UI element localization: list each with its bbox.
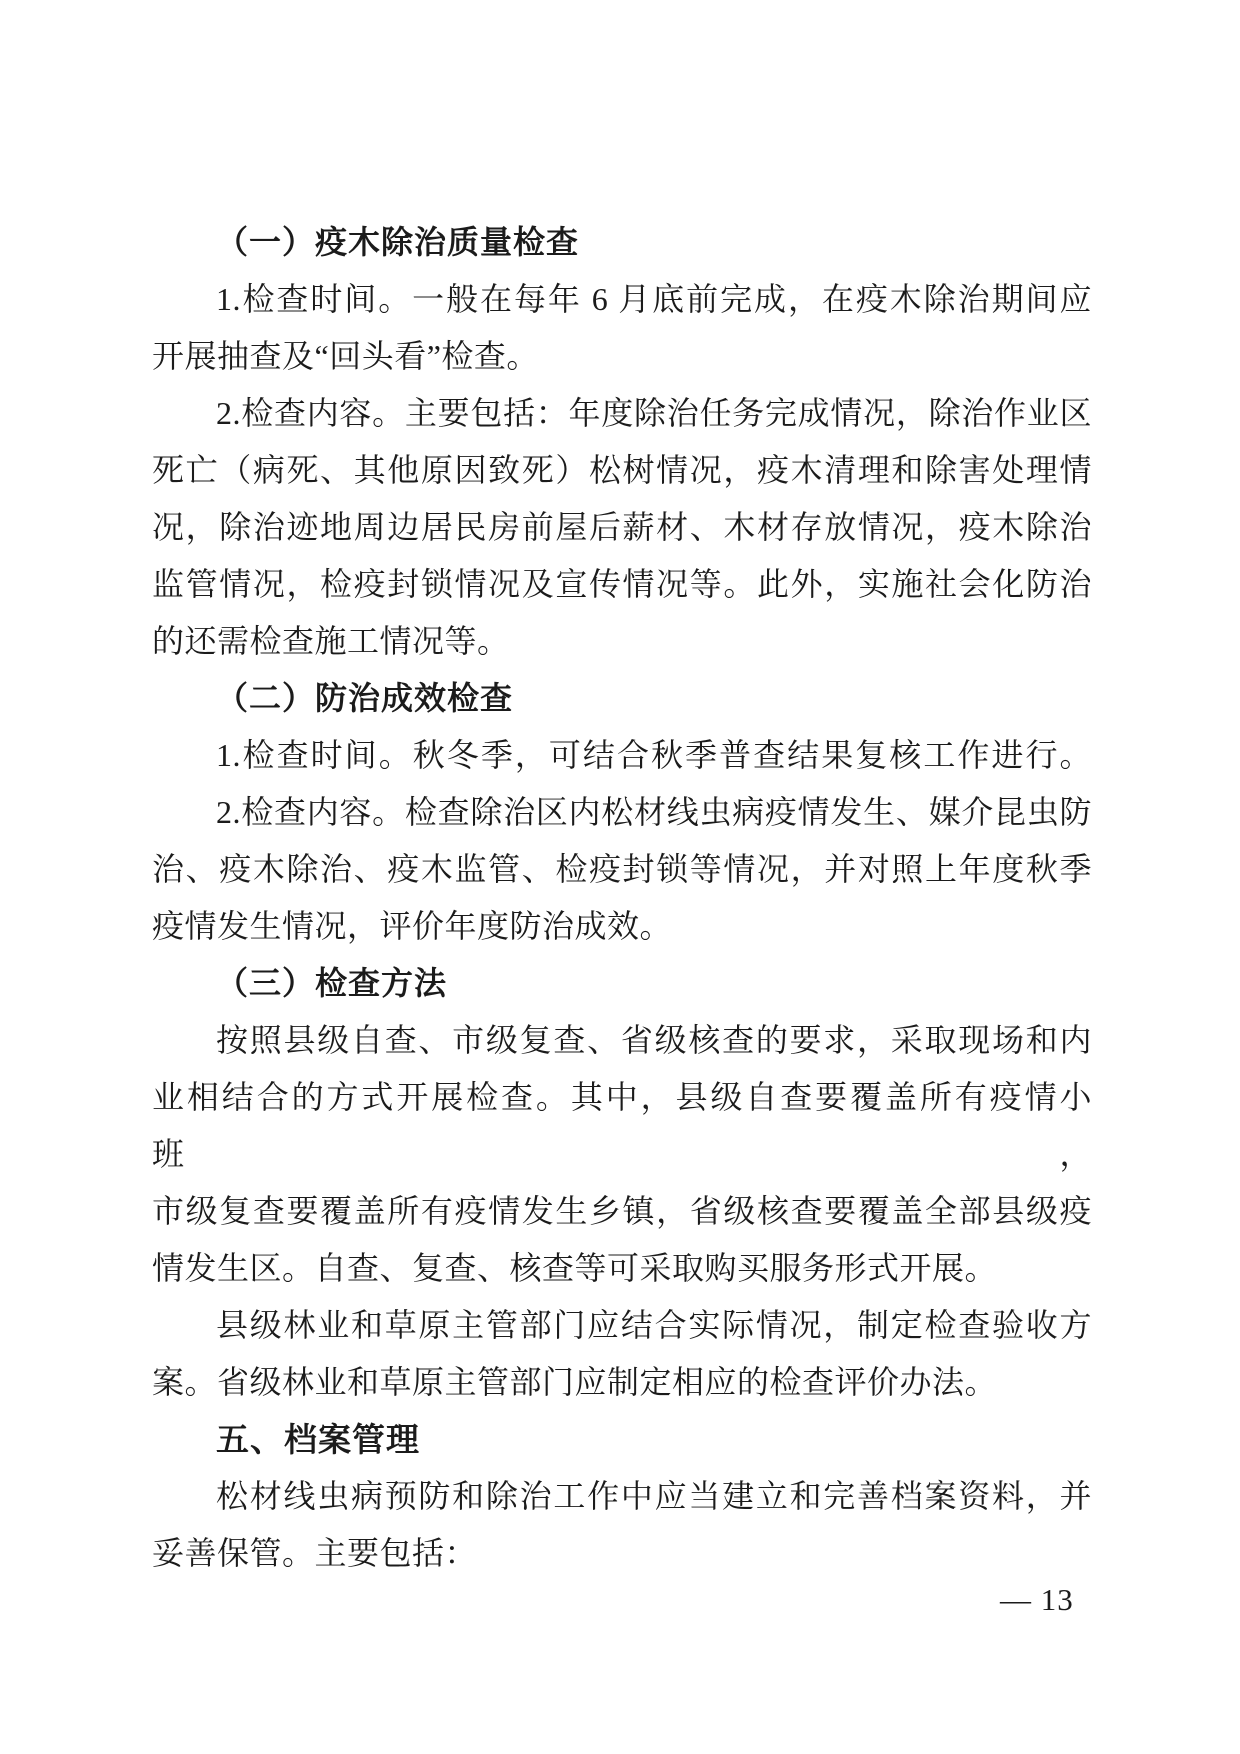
paragraph-inspection-time-2 [152,727,1092,784]
chapter-heading-archive-management [152,1411,1092,1468]
text-line: （二）防治成效检查 [216,680,514,716]
page-number: — 13 [1000,1582,1074,1617]
text-line: 业相结合的方式开展检查。其中，县级自查要覆盖所有疫情小班， [152,1079,1092,1172]
section-heading-1 [152,214,1092,271]
text-line: （一）疫木除治质量检查 [216,224,580,260]
text-line: 治、疫木除治、疫木监管、检疫封锁等情况，并对照上年度秋季 [152,851,1092,887]
text-line: 市级复查要覆盖所有疫情发生乡镇，省级核查要覆盖全部县级疫 [152,1193,1092,1229]
document-content [152,214,1092,1582]
text-line: 案。省级林业和草原主管部门应制定相应的检查评价办法。 [152,1364,998,1400]
text-line: 按照县级自查、市级复查、省级核查的要求，采取现场和内 [216,1022,1092,1058]
text-line: 县级林业和草原主管部门应结合实际情况，制定检查验收方 [216,1307,1092,1343]
text-line: （三）检查方法 [216,965,448,1001]
text-line: 妥善保管。主要包括： [152,1535,478,1571]
paragraph-inspection-method [152,1012,1092,1297]
paragraph-inspection-time-1 [152,271,1092,385]
text-line: 1.检查时间。一般在每年 6 月底前完成，在疫木除治期间应 [216,281,1092,317]
section-heading-3 [152,955,1092,1012]
paragraph-inspection-content-2 [152,784,1092,955]
text-line: 疫情发生情况，评价年度防治成效。 [152,908,673,944]
text-line: 2.检查内容。检查除治区内松材线虫病疫情发生、媒介昆虫防 [216,794,1092,830]
paragraph-inspection-content-1 [152,385,1092,670]
text-line: 五、档案管理 [216,1421,420,1458]
text-line: 松材线虫病预防和除治工作中应当建立和完善档案资料，并 [216,1478,1092,1514]
text-line: 情发生区。自查、复查、核查等可采取购买服务形式开展。 [152,1250,998,1286]
text-line: 监管情况，检疫封锁情况及宣传情况等。此外，实施社会化防治 [152,566,1092,602]
text-line: 1.检查时间。秋冬季，可结合秋季普查结果复核工作进行。 [216,737,1092,773]
paragraph-archive-intro [152,1468,1092,1582]
text-line: 的还需检查施工情况等。 [152,623,510,659]
text-line: 死亡（病死、其他原因致死）松树情况，疫木清理和除害处理情 [152,452,1092,488]
text-line: 况，除治迹地周边居民房前屋后薪材、木材存放情况，疫木除治 [152,509,1092,545]
text-line: 开展抽查及“回头看”检查。 [152,338,539,374]
paragraph-department-duty [152,1297,1092,1411]
section-heading-2 [152,670,1092,727]
text-line: 2.检查内容。主要包括：年度除治任务完成情况，除治作业区 [216,395,1092,431]
